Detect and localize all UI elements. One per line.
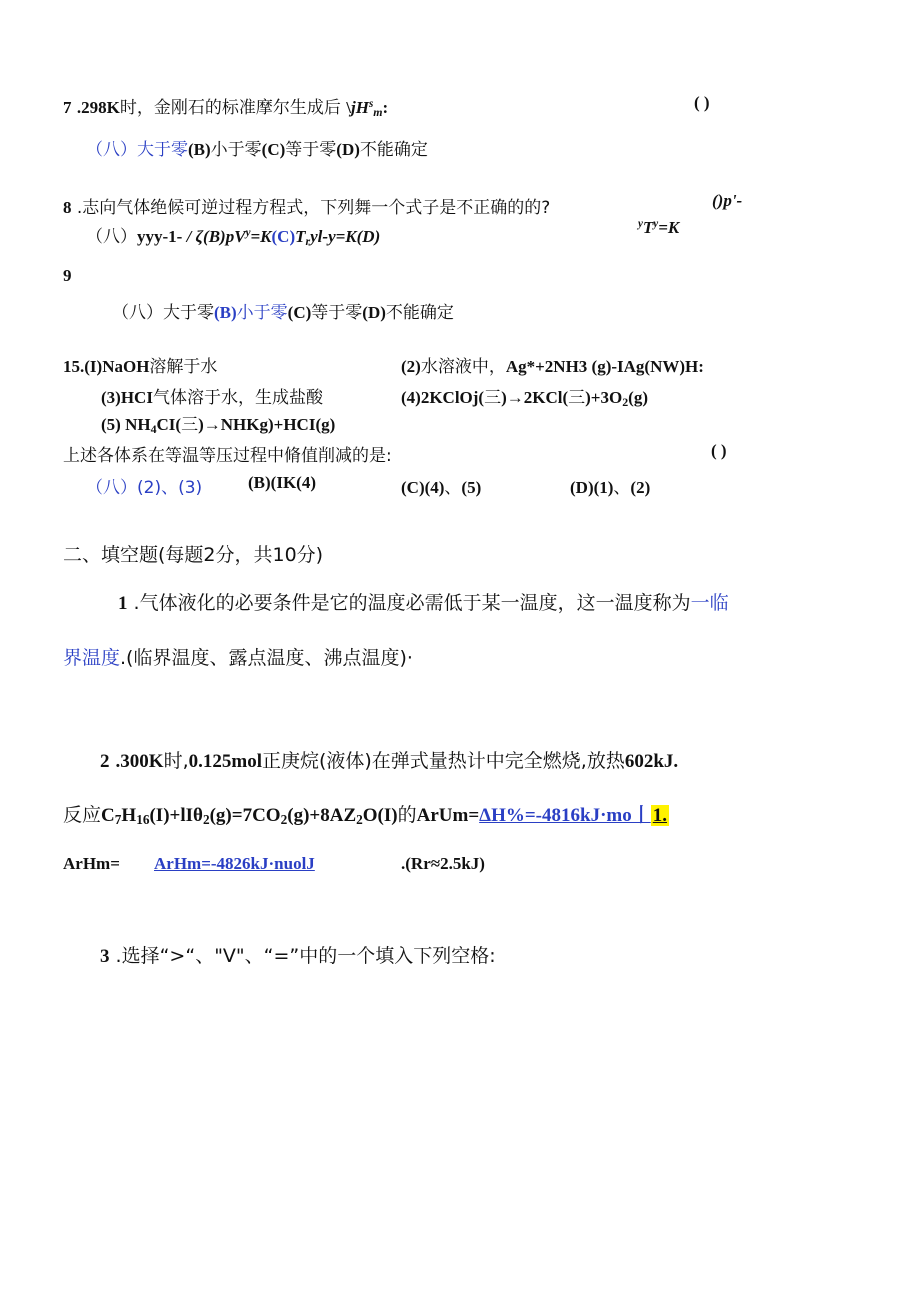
q9-option-a: （八）大于零	[112, 303, 214, 323]
q9-options: （八）大于零(B)小于零(C)等于零(D)不能确定	[112, 303, 454, 323]
fill-1-line-1: 1 .气体液化的必要条件是它的温度必需低于某一温度，这一温度称为一临	[118, 592, 729, 614]
fill-1-line-2: 界温度.(临界温度、露点温度、沸点温度)·	[63, 647, 413, 669]
fill-2-line-3: ArHm=	[63, 854, 120, 873]
fill-3-line-1: 3 .选择“>“、"V"、“=”中的一个填入下列空格:	[100, 945, 496, 967]
q9-number: 9	[63, 266, 72, 285]
fill-2-line-2: 反应$C_7H_{16}(I)+lI\theta_2(g)=7CO_2(g)+8AZ_2O(I)$的ArUm=ΔH%=-4816kJ·mo丨 1.	[63, 804, 667, 827]
fill-1-number: 1	[118, 593, 128, 614]
fill-3-number: 3	[100, 946, 110, 967]
section-heading-fill-in: 二、填空题(每题2分，共10分)	[63, 544, 324, 566]
q7-stem: 7 .298K时，金刚石的标准摩尔生成后 $\backslash jH^s_m$:	[63, 98, 389, 119]
q9-option-d: 不能确定	[385, 303, 454, 323]
q15-option-b: (B)(IK(4)	[248, 473, 316, 492]
q8-options: （八）$yyy-1- / \zeta(B)pV^y=K(C)T_ryl-y=K(D)$	[86, 227, 381, 248]
q7-answer-paren: ( )	[694, 93, 710, 112]
q8-number: 8	[63, 198, 72, 217]
q15-item-5: (5) $NH_4CI$(三)→NHKg)+HCI(g)	[101, 415, 336, 436]
q8-formula-right-top: ()p'-	[712, 191, 743, 210]
q15-option-c: (C)(4)、(5)	[401, 478, 482, 498]
q7-option-a: （八）大于零	[86, 140, 188, 160]
q15-item-4: (4)2KClOj(三)→2KCl(三)$+3O_2(g)$	[401, 388, 648, 409]
fill-2-number: 2	[100, 751, 110, 772]
fill-2-answer: ΔH%=-4816kJ·mo丨	[479, 805, 651, 826]
q8-stem: 8 .志向气体绝候可逆过程方程式，下列舞一个式子是不正确的的?	[63, 198, 551, 218]
fill-2-note: .(Rr≈2.5kJ)	[401, 854, 485, 873]
fill-2-line-1: 2 .300K时,0.125mol正庚烷(液体)在弹式量热计中完全燃烧,放热602kJ.	[100, 750, 679, 772]
q7-option-c: 等于零	[285, 140, 337, 160]
q9-option-c: 等于零	[311, 303, 363, 323]
q7-option-d: 不能确定	[359, 140, 428, 160]
q15-item-3: (3)HCI气体溶于水，生成盐酸	[101, 388, 323, 408]
fill-2-answer-highlight: 1.	[652, 805, 667, 826]
q8-formula-right-bottom: $^yT^y=K$	[638, 218, 680, 237]
q7-options: （八）大于零(B)小于零(C)等于零(D)不能确定	[86, 140, 428, 160]
q15-option-d: (D)(1)、(2)	[570, 478, 651, 498]
q15-question: 上述各体系在等温等压过程中脩值削减的是:	[63, 446, 392, 466]
q9-option-b: 小于零	[236, 303, 288, 323]
q15-answer-paren: ( )	[711, 441, 727, 460]
q15-option-a: （八）(2)、(3)	[86, 478, 203, 498]
q7-number: 7	[63, 98, 72, 117]
fill-1-answer: 一临	[690, 592, 729, 614]
q15-item-1: 15.(I)NaOH溶解于水	[63, 357, 218, 377]
fill-2-answer-2: ArHm=-4826kJ·nuolJ	[154, 854, 315, 873]
q7-option-b: 小于零	[210, 140, 262, 160]
q15-item-2: (2)水溶液中，Ag*+2NH3 (g)-IAg(NW)H:	[401, 357, 704, 377]
